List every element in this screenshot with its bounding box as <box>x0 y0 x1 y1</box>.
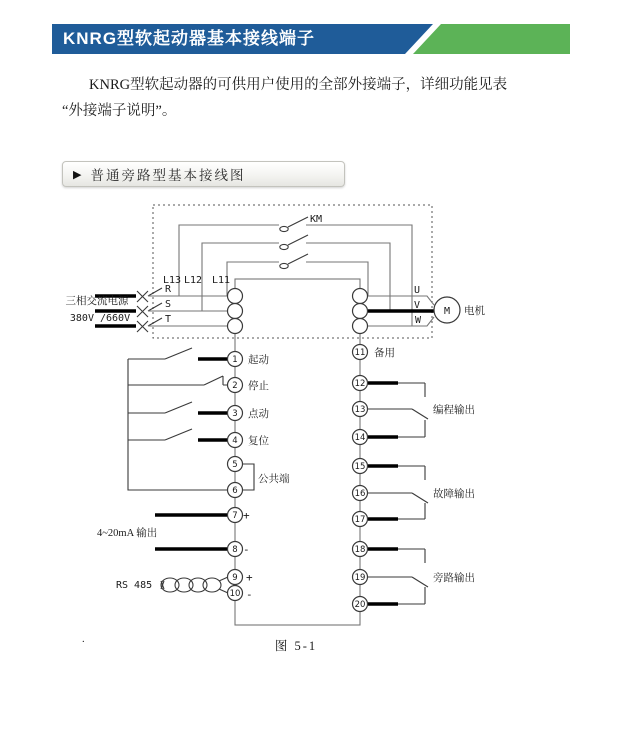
sign-rs485-plus: + <box>246 571 253 584</box>
label-stop: 停止 <box>248 381 269 392</box>
header-green-banner <box>413 24 570 54</box>
terminal-t-circle <box>228 319 243 334</box>
terminal-left-5 <box>228 457 243 472</box>
svg-text:1: 1 <box>232 355 238 365</box>
terminal-left-2 <box>228 378 243 393</box>
supply-label-line1: 三相交流电源 <box>65 296 129 307</box>
wire-label-l13: L13 <box>162 275 182 286</box>
label-programmable-output: 编程输出 <box>433 405 475 416</box>
svg-text:16: 16 <box>354 489 366 499</box>
label-jog: 点动 <box>248 409 269 420</box>
phase-label-t: T <box>165 314 172 325</box>
terminal-right-17 <box>353 512 368 527</box>
svg-text:2: 2 <box>232 381 238 391</box>
terminal-s-circle <box>228 304 243 319</box>
label-common: 公共端 <box>258 474 290 485</box>
terminal-left-1 <box>228 352 243 367</box>
svg-text:15: 15 <box>354 462 366 472</box>
svg-text:9: 9 <box>232 573 238 583</box>
svg-text:11: 11 <box>354 348 366 358</box>
section-title: 普通旁路型基本接线图 <box>90 168 246 183</box>
wire-label-l11: L11 <box>211 275 231 286</box>
phase-label-v: V <box>414 300 421 311</box>
svg-text:4: 4 <box>232 436 238 446</box>
rs485-twisted-pair <box>161 577 228 593</box>
svg-text:18: 18 <box>354 545 366 555</box>
contactor-km-label: KM <box>310 214 323 225</box>
terminal-left-3 <box>228 406 243 421</box>
svg-text:13: 13 <box>354 405 366 415</box>
label-spare: 备用 <box>374 348 395 359</box>
label-analog-output: 4~20mA 输出 <box>97 528 158 539</box>
terminal-right-11 <box>353 345 368 360</box>
label-start: 起动 <box>248 355 269 366</box>
figure-caption: 图 5-1 <box>274 639 318 653</box>
terminal-right-18 <box>353 542 368 557</box>
svg-text:10: 10 <box>229 589 241 599</box>
supply-label-line2: 380V /660V <box>69 313 131 324</box>
label-rs485: RS 485 <box>116 580 153 591</box>
intro-line-2: “外接端子说明”。 <box>62 103 177 119</box>
stray-dot: . <box>82 634 85 645</box>
label-fault-output: 故障输出 <box>433 489 475 500</box>
intro-line-1: KNRG型软起动器的可供用户使用的全部外接端子，详细功能见表 <box>89 77 508 93</box>
bypass-output-contacts <box>368 549 428 604</box>
svg-text:14: 14 <box>354 433 366 443</box>
label-reset: 复位 <box>248 436 269 447</box>
soft-starter-body <box>235 279 360 625</box>
terminal-right-16 <box>353 486 368 501</box>
svg-text:6: 6 <box>232 486 238 496</box>
phase-label-w: W <box>415 315 422 326</box>
svg-text:17: 17 <box>354 515 366 525</box>
terminal-right-13 <box>353 402 368 417</box>
output-phase-lines <box>368 296 434 326</box>
triangle-marker-icon: ▶ <box>73 167 82 181</box>
terminal-left-10 <box>228 586 243 601</box>
phase-label-u: U <box>414 285 421 296</box>
terminal-right-12 <box>353 376 368 391</box>
terminal-left-6 <box>228 483 243 498</box>
label-bypass-output: 旁路输出 <box>433 573 475 584</box>
svg-text:20: 20 <box>354 600 366 610</box>
svg-text:5: 5 <box>232 460 238 470</box>
terminal-right-14 <box>353 430 368 445</box>
bypass-branch-3 <box>227 254 368 296</box>
svg-text:8: 8 <box>232 545 238 555</box>
terminal-right-20 <box>353 597 368 612</box>
svg-text:19: 19 <box>354 573 366 583</box>
sign-analog-minus: - <box>243 543 250 556</box>
terminal-left-9 <box>228 570 243 585</box>
phase-label-s: S <box>165 299 172 310</box>
sign-rs485-minus: - <box>246 588 253 601</box>
terminal-w-circle <box>353 319 368 334</box>
phase-label-r: R <box>165 284 172 295</box>
svg-text:7: 7 <box>232 511 238 521</box>
terminal-left-8 <box>228 542 243 557</box>
programmable-output-contacts <box>368 383 428 437</box>
motor-symbol: M <box>443 306 451 317</box>
terminal-u-circle <box>353 289 368 304</box>
fault-output-contacts <box>368 466 428 519</box>
motor-label: 电机 <box>464 306 485 317</box>
svg-text:12: 12 <box>354 379 366 389</box>
terminal-left-7 <box>228 508 243 523</box>
terminal-r-circle <box>228 289 243 304</box>
page-title: KNRG型软起动器基本接线端子 <box>63 29 316 48</box>
wire-label-l12: L12 <box>183 275 203 286</box>
svg-text:3: 3 <box>232 409 238 419</box>
intro-paragraph <box>62 72 552 124</box>
terminal-right-15 <box>353 459 368 474</box>
sign-analog-plus: + <box>243 509 250 522</box>
terminal-left-4 <box>228 433 243 448</box>
section-header <box>62 161 345 187</box>
terminal-v-circle <box>353 304 368 319</box>
terminal-right-19 <box>353 570 368 585</box>
